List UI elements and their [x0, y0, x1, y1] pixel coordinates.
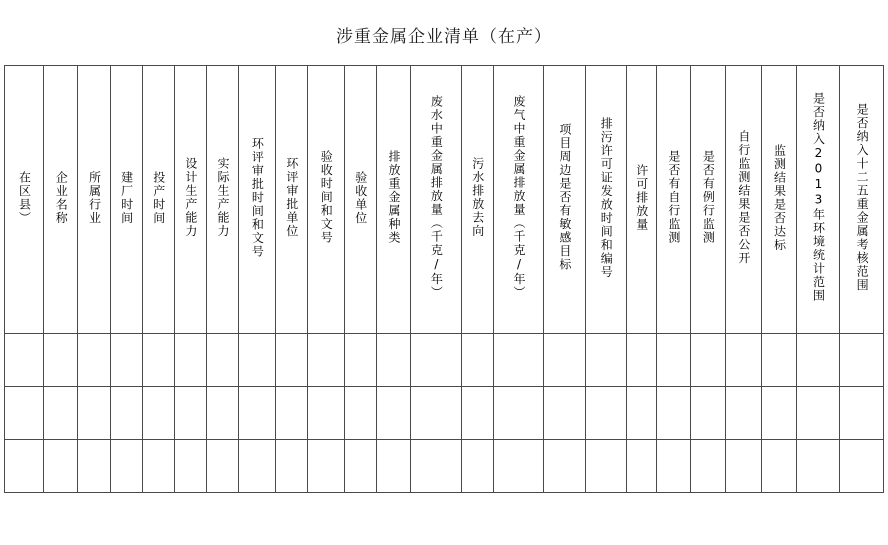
table-cell[interactable] — [840, 333, 884, 386]
column-header-wastewater-metal-discharge — [411, 66, 461, 334]
table-cell[interactable] — [307, 386, 344, 439]
column-header-2013-statistics-scope — [796, 66, 840, 334]
table-cell[interactable] — [656, 333, 690, 386]
column-header-label: 废气中重金属排放量（千克/年） — [512, 95, 527, 300]
table-cell[interactable] — [78, 333, 110, 386]
column-header-label: 废水中重金属排放量（千克/年） — [429, 95, 444, 300]
column-header-acceptance-doc — [307, 66, 344, 334]
table-cell[interactable] — [725, 439, 762, 492]
column-header-label: 所属行业 — [87, 170, 102, 225]
table-cell[interactable] — [110, 386, 142, 439]
table-cell[interactable] — [840, 439, 884, 492]
column-header-monitoring-compliance — [762, 66, 796, 334]
column-header-label: 监测结果是否达标 — [772, 143, 787, 252]
table-cell[interactable] — [626, 333, 656, 386]
table-cell[interactable] — [307, 333, 344, 386]
table-cell[interactable] — [239, 439, 276, 492]
table-cell[interactable] — [110, 439, 142, 492]
table-cell[interactable] — [78, 439, 110, 492]
table-cell[interactable] — [762, 386, 796, 439]
table-cell[interactable] — [5, 439, 44, 492]
table-cell[interactable] — [762, 439, 796, 492]
table-cell[interactable] — [585, 439, 626, 492]
column-header-label: 建厂时间 — [119, 170, 134, 225]
column-header-label: 排放重金属种类 — [386, 150, 401, 245]
table-cell[interactable] — [656, 439, 690, 492]
column-header-label: 是否纳入2013年环境统计范围 — [811, 92, 826, 303]
column-header-label: 实际生产能力 — [216, 157, 230, 238]
column-header-permitted-discharge — [626, 66, 656, 334]
table-cell[interactable] — [110, 333, 142, 386]
table-cell[interactable] — [626, 386, 656, 439]
table-cell[interactable] — [626, 439, 656, 492]
table-cell[interactable] — [275, 439, 307, 492]
heavy-metal-enterprise-table — [4, 65, 884, 493]
table-row[interactable] — [5, 439, 884, 492]
page-title: 涉重金属企业清单（在产） — [336, 27, 552, 47]
column-header-label: 企业名称 — [54, 170, 69, 225]
table-cell[interactable] — [44, 333, 78, 386]
column-header-production-time — [142, 66, 174, 334]
column-header-label: 许可排放量 — [634, 163, 649, 232]
column-header-enterprise-name — [44, 66, 78, 334]
table-cell[interactable] — [239, 333, 276, 386]
column-header-self-monitoring — [656, 66, 690, 334]
table-cell[interactable] — [544, 386, 585, 439]
table-cell[interactable] — [411, 439, 461, 492]
column-header-label: 是否有例行监测 — [701, 150, 716, 245]
column-header-region — [5, 66, 44, 334]
table-cell[interactable] — [344, 386, 376, 439]
column-header-sensitive-targets — [544, 66, 585, 334]
table-cell[interactable] — [585, 386, 626, 439]
table-cell[interactable] — [239, 386, 276, 439]
column-header-label: 验收单位 — [353, 170, 368, 225]
column-header-label: 污水排放去向 — [470, 157, 485, 238]
table-cell[interactable] — [206, 439, 238, 492]
table-cell[interactable] — [725, 333, 762, 386]
column-header-eia-approval-unit — [275, 66, 307, 334]
column-header-waste-gas-metal-discharge — [493, 66, 543, 334]
table-cell[interactable] — [691, 386, 725, 439]
column-header-label: 环评审批单位 — [284, 157, 299, 238]
table-cell[interactable] — [174, 439, 206, 492]
column-header-label: 验收时间和文号 — [319, 150, 334, 245]
table-cell[interactable] — [544, 333, 585, 386]
table-cell[interactable] — [461, 386, 493, 439]
column-header-routine-monitoring — [691, 66, 725, 334]
table-cell[interactable] — [585, 333, 626, 386]
column-header-sewage-destination — [461, 66, 493, 334]
table-row[interactable] — [5, 333, 884, 386]
column-header-metal-types — [376, 66, 410, 334]
table-cell[interactable] — [275, 333, 307, 386]
table-cell[interactable] — [461, 333, 493, 386]
table-cell[interactable] — [206, 386, 238, 439]
table-cell[interactable] — [796, 439, 840, 492]
table-cell[interactable] — [376, 439, 410, 492]
table-header-row — [5, 66, 884, 334]
table-cell[interactable] — [691, 333, 725, 386]
column-header-eia-approval-doc — [239, 66, 276, 334]
table-cell[interactable] — [142, 439, 174, 492]
table-cell[interactable] — [344, 333, 376, 386]
column-header-self-monitoring-public — [725, 66, 762, 334]
table-cell[interactable] — [493, 386, 543, 439]
table-cell[interactable] — [656, 386, 690, 439]
column-header-125-assessment-scope — [840, 66, 884, 334]
table-cell[interactable] — [411, 386, 461, 439]
table-cell[interactable] — [44, 439, 78, 492]
table-cell[interactable] — [840, 386, 884, 439]
column-header-label: 环评审批时间和文号 — [250, 136, 265, 259]
table-cell[interactable] — [691, 439, 725, 492]
table-cell[interactable] — [78, 386, 110, 439]
column-header-label: 是否纳入十二五重金属考核范围 — [855, 103, 870, 292]
table-cell[interactable] — [493, 333, 543, 386]
column-header-actual-capacity — [206, 66, 238, 334]
table-cell[interactable] — [307, 439, 344, 492]
table-cell[interactable] — [796, 386, 840, 439]
table-header — [5, 66, 884, 334]
column-header-label: 设计生产能力 — [183, 157, 198, 238]
table-cell[interactable] — [44, 386, 78, 439]
table-cell[interactable] — [411, 333, 461, 386]
table-cell[interactable] — [344, 439, 376, 492]
table-cell[interactable] — [5, 333, 44, 386]
table-cell[interactable] — [206, 333, 238, 386]
table-cell[interactable] — [461, 439, 493, 492]
table-cell[interactable] — [5, 386, 44, 439]
column-header-design-capacity — [174, 66, 206, 334]
column-header-build-time — [110, 66, 142, 334]
column-header-label: 是否有自行监测 — [666, 150, 681, 245]
table-cell[interactable] — [796, 333, 840, 386]
table-cell[interactable] — [493, 439, 543, 492]
column-header-label: 项目周边是否有敏感目标 — [557, 123, 572, 272]
column-header-label: 自行监测结果是否公开 — [736, 130, 751, 265]
table-cell[interactable] — [544, 439, 585, 492]
column-header-acceptance-unit — [344, 66, 376, 334]
table-cell[interactable] — [376, 333, 410, 386]
table-cell[interactable] — [142, 386, 174, 439]
table-cell[interactable] — [762, 333, 796, 386]
table-row[interactable] — [5, 386, 884, 439]
table-cell[interactable] — [174, 333, 206, 386]
table-cell[interactable] — [275, 386, 307, 439]
column-header-industry — [78, 66, 110, 334]
table-cell[interactable] — [376, 386, 410, 439]
column-header-label: 在区县） — [17, 170, 32, 225]
table-cell[interactable] — [725, 386, 762, 439]
column-header-label: 排污许可证发放时间和编号 — [599, 116, 614, 279]
column-header-permit-issue-doc — [585, 66, 626, 334]
table-cell[interactable] — [142, 333, 174, 386]
column-header-label: 投产时间 — [151, 170, 166, 225]
table-body — [5, 333, 884, 492]
table-cell[interactable] — [174, 386, 206, 439]
